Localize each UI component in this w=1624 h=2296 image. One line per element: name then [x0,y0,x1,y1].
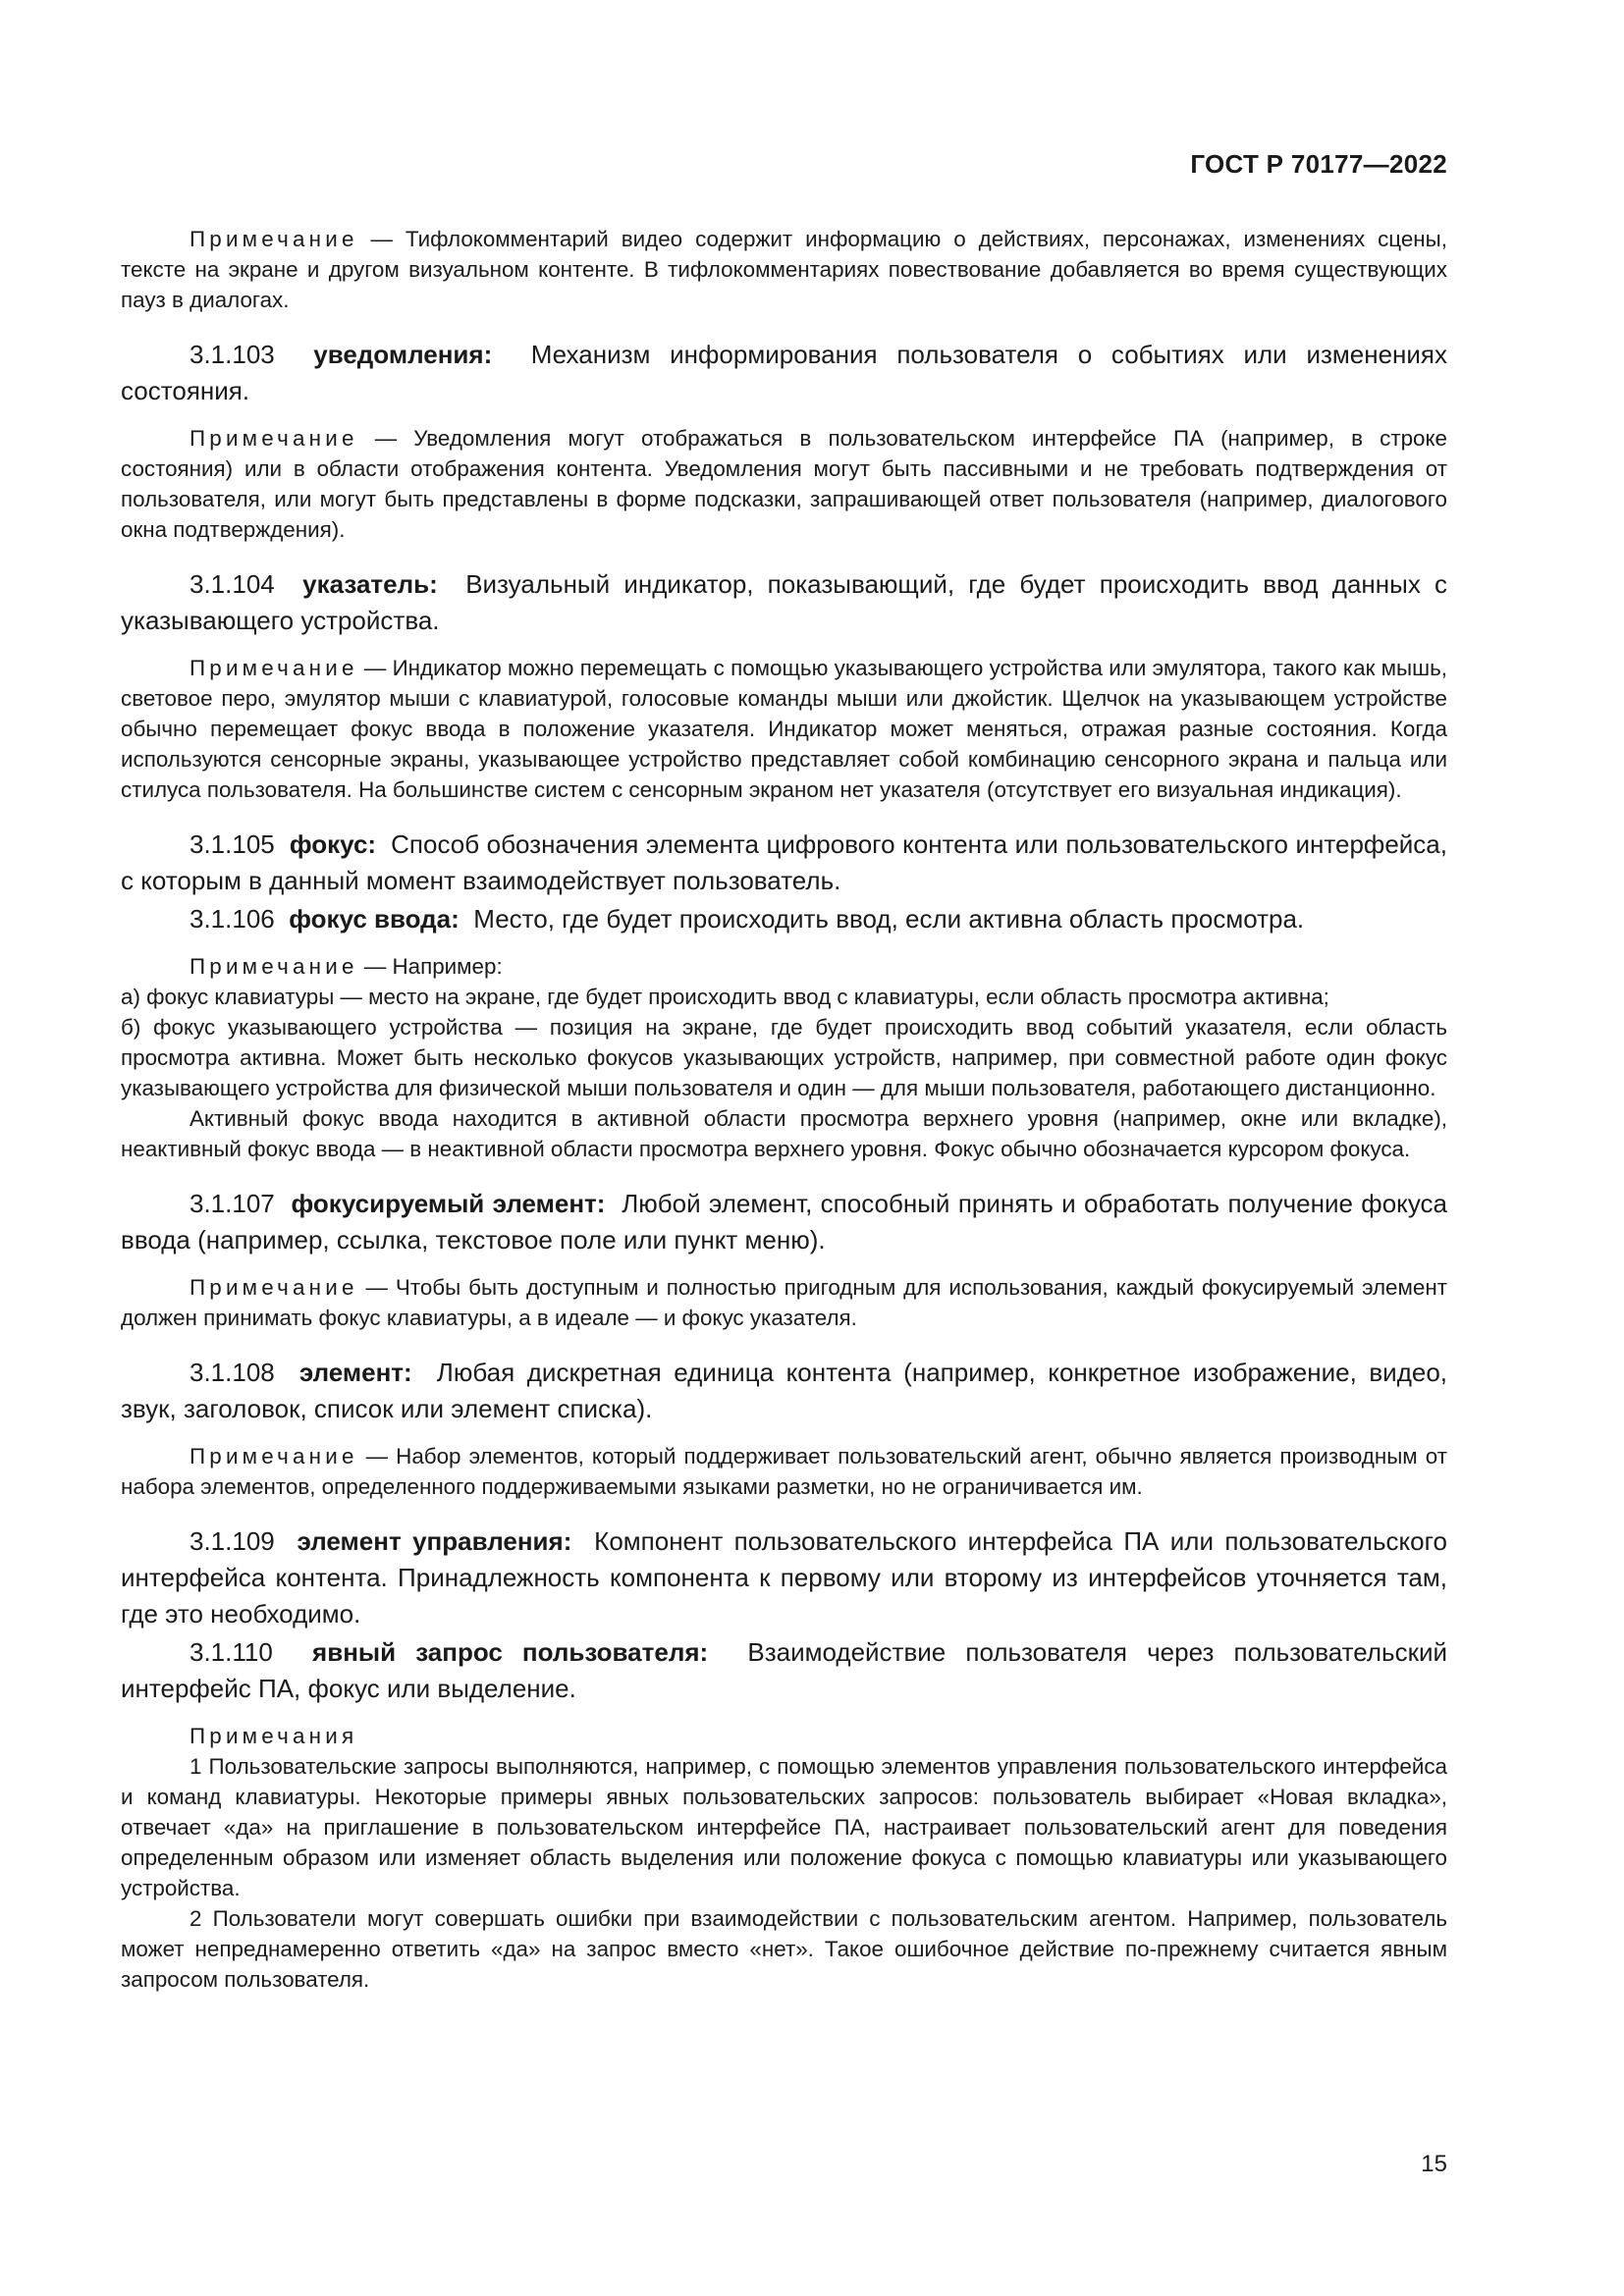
notes-3-1-110 [121,1721,1447,1995]
note-label: Примечание [189,1275,358,1300]
term-name: элемент: [298,1358,412,1387]
document-header: ГОСТ Р 70177—2022 [1190,149,1447,179]
term-number: 3.1.104 [189,569,275,599]
note-text: Чтобы быть доступным и полностью пригодным для использования, каждый фокусируемый элемент должен принимать фокус клавиатуры, а в идеале — и фокус указателя. [121,1275,1447,1330]
term-3-1-105 [121,827,1447,899]
notes-label: Примечания [189,1724,358,1748]
note-label: Примечание [189,656,358,680]
note-label: Примечание [189,227,358,251]
term-name: фокус: [289,829,377,859]
term-3-1-109 [121,1523,1447,1632]
term-name: указатель: [302,569,438,599]
term-definition: Любая дискретная единица контента (например, конкретное изображение, видео, звук, заголовок, список или элемент списка). [121,1358,1448,1423]
note-text: Индикатор можно перемещать с помощью указывающего устройства или эмулятора, такого как мышь, световое перо, эмулятор мыши с клавиатурой, голосовые команды мыши или джойстик. Щелчок на указывающем устройстве обычно перемещает фокус ввода в положение указателя. Индикатор может меняться, отражая разные состояния. Когда используются сенсорные экраны, указывающее устройство представляет собой комбинацию сенсорного экрана и пальца или стилуса пользователя. На большинстве систем с сенсорным экраном нет указателя (отсутствует его визуальная индикация). [121,656,1447,802]
term-number: 3.1.106 [189,904,275,934]
note-label: Примечание [189,426,358,451]
term-definition: Место, где будет происходить ввод, если активна область просмотра. [473,904,1305,934]
note-3-1-103: Примечание — Уведомления могут отображаться в пользовательском интерфейсе ПА (например, в строке состояния) или в области отображения контента. Уведомления могут быть пассивными и не требовать подтверждения от пользователя, или могут быть представлены в форме подсказки, запрашивающей ответ пользователя (например, диалогового окна подтверждения). [121,426,1447,542]
note-text: Например: [392,954,503,979]
term-name: элемент управления: [297,1526,572,1556]
term-name: уведомления: [313,340,493,369]
term-3-1-107 [121,1186,1447,1258]
term-name: явный запрос пользователя: [312,1637,709,1667]
note-text: Набор элементов, который поддерживает пользовательский агент, обычно является производным от набора элементов, определенного поддерживаемыми языками разметки, но не ограничивается им. [121,1444,1447,1499]
page-content [121,224,1447,1995]
term-definition: Взаимодействие пользователя через пользовательский интерфейс ПА, фокус или выделение. [121,1637,1448,1703]
note-item-a: а) фокус клавиатуры — место на экране, где будет происходить ввод с клавиатуры, если область просмотра активна; [121,985,1329,1009]
note-paragraph: Активный фокус ввода находится в активной области просмотра верхнего уровня (например, окне или вкладке), неактивный фокус ввода — в неактивной области просмотра верхнего уровня. Фокус обычно обозначается курсором фокуса. [121,1106,1447,1161]
note-tiflocomment: Примечание — Тифлокомментарий видео содержит информацию о действиях, персонажах, изменениях сцены, тексте на экране и другом визуальном контенте. В тифлокомментариях повествование добавляется во время существующих пауз в диалогах. [121,227,1447,312]
term-number: 3.1.109 [189,1526,275,1556]
note-item-1: 1 Пользовательские запросы выполняются, например, с помощью элементов управления пользовательского интерфейса и команд клавиатуры. Некоторые примеры явных пользовательских запросов: пользователь выбирает «Новая вкладка», отвечает «да» на приглашение в пользовательском интерфейсе ПА, настраивает пользовательский агент для поведения определенным образом или изменяет область выделения или положение фокуса с помощью клавиатуры или указывающего устройства. [121,1754,1447,1900]
term-number: 3.1.107 [189,1189,275,1218]
term-3-1-110 [121,1634,1447,1707]
note-text: Уведомления могут отображаться в пользовательском интерфейсе ПА (например, в строке состояния) или в области отображения контента. Уведомления могут быть пассивными и не требовать подтверждения от пользователя, или могут быть представлены в форме подсказки, запрашивающей ответ пользователя (например, диалогового окна подтверждения). [121,426,1447,542]
term-3-1-103 [121,337,1447,409]
term-3-1-108 [121,1355,1447,1427]
term-definition: Визуальный индикатор, показывающий, где будет происходить ввод данных с указывающего устройства. [121,569,1448,635]
note-3-1-104: Примечание — Индикатор можно перемещать с помощью указывающего устройства или эмулятора, такого как мышь, световое перо, эмулятор мыши с клавиатурой, голосовые команды мыши или джойстик. Щелчок на указывающем устройстве обычно перемещает фокус ввода в положение указателя. Индикатор может меняться, отражая разные состояния. Когда используются сенсорные экраны, указывающее устройство представляет собой комбинацию сенсорного экрана и пальца или стилуса пользователя. На большинстве систем с сенсорным экраном нет указателя (отсутствует его визуальная индикация). [121,656,1447,802]
term-definition: Механизм информирования пользователя о событиях или изменениях состояния. [121,340,1448,405]
term-3-1-106 [121,901,1447,937]
note-text: Тифлокомментарий видео содержит информацию о действиях, персонажах, изменениях сцены, тексте на экране и другом визуальном контенте. В тифлокомментариях повествование добавляется во время существующих пауз в диалогах. [121,227,1447,312]
note-3-1-106: Примечание — Например: а) фокус клавиатуры — место на экране, где будет происходить ввод с клавиатуры, если область просмотра активна; б) фокус указывающего устройства — позиция на экране, где будет происходить ввод событий указателя, если область просмотра активна. Может быть несколько фокусов указывающих устройств, например, при совместной работе один фокус указывающего устройства для физической мыши пользователя и один — для мыши пользователя, работающего дистанционно. Активный фокус ввода находится в активной области просмотра верхнего уровня (например, окне или вкладке), неактивный фокус ввода — в неактивной области просмотра верхнего уровня. Фокус обычно обозначается курсором фокуса. [121,951,1447,1164]
term-name: фокусируемый элемент: [291,1189,606,1218]
term-name: фокус ввода: [289,904,460,934]
term-number: 3.1.110 [189,1637,273,1667]
note-item-2: 2 Пользователи могут совершать ошибки при взаимодействии с пользовательским агентом. Например, пользователь может непреднамеренно ответить «да» на запрос вместо «нет». Такое ошибочное действие по-прежнему считается явным запросом пользователя. [121,1906,1447,1992]
note-3-1-108: Примечание — Набор элементов, который поддерживает пользовательский агент, обычно является производным от набора элементов, определенного поддерживаемыми языками разметки, но не ограничивается им. [121,1444,1447,1499]
term-definition: Компонент пользовательского интерфейса ПА или пользовательского интерфейса контента. Принадлежность компонента к первому или второму из интерфейсов уточняется там, где это необходимо. [121,1526,1447,1629]
term-3-1-104 [121,566,1447,639]
term-number: 3.1.108 [189,1358,275,1387]
document-page [121,0,1447,2296]
page-number: 15 [1421,2151,1447,2177]
note-3-1-107: Примечание — Чтобы быть доступным и полностью пригодным для использования, каждый фокусируемый элемент должен принимать фокус клавиатуры, а в идеале — и фокус указателя. [121,1275,1447,1330]
term-number: 3.1.103 [189,340,275,369]
term-definition: Способ обозначения элемента цифрового контента или пользовательского интерфейса, с которым в данный момент взаимодействует пользователь. [121,829,1447,895]
note-item-b: б) фокус указывающего устройства — позиция на экране, где будет происходить ввод событий указателя, если область просмотра активна. Может быть несколько фокусов указывающих устройств, например, при совместной работе один фокус указывающего устройства для физической мыши пользователя и один — для мыши пользователя, работающего дистанционно. [121,1015,1447,1100]
term-number: 3.1.105 [189,829,275,859]
term-definition: Любой элемент, способный принять и обработать получение фокуса ввода (например, ссылка, текстовое поле или пункт меню). [121,1189,1447,1255]
note-label: Примечание [189,1444,358,1468]
note-label: Примечание [189,954,358,979]
